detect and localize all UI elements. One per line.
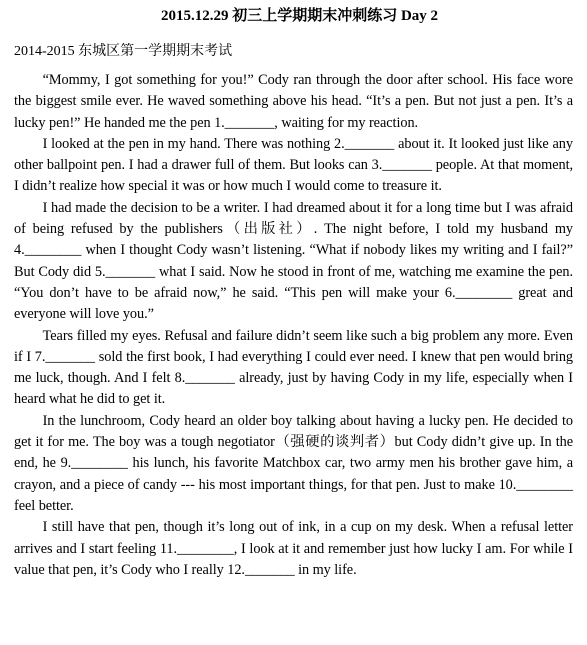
- paragraph-6: I still have that pen, though it’s long out of ink, in a cup on my desk. When a refusal letter arrives and I start feeling 11.________, I look at it and remember just how lucky I am. For while I value that pen, it’s Cody who I really 12._______ in my life.: [14, 519, 573, 578]
- cloze-passage: [14, 70, 573, 581]
- paragraph-4: Tears filled my eyes. Refusal and failure didn’t seem like such a big problem any more. Even if I 7._______ sold the first book, I had everything I could ever need. I knew that pen would bring me luck, though. And I felt 8._______ already, just by having Cody in my life, especially when I heard what he did to get it.: [14, 327, 573, 408]
- exam-source: 2014-2015 东城区第一学期期末考试: [14, 44, 233, 59]
- paragraph-5: In the lunchroom, Cody heard an older boy talking about having a lucky pen. He decided to get it for me. The boy was a tough negotiator（强硬的谈判者）but Cody didn’t give up. In the end, he 9.________ his lunch, his favorite Matchbox car, two army men his brother gave him, a crayon, and a piece of candy --- his most important things, for that pen. Just to make 10.________ feel better.: [14, 412, 573, 514]
- paragraph-3: I had made the decision to be a writer. I had dreamed about it for a long time but I was afraid of being refused by the publishers（出版社）. The night before, I told my husband my 4.________ when I thought Cody wasn’t listening. “What if nobody likes my writing and I fail?” But Cody did 5._______ what I said. Now he stood in front of me, watching me examine the pen. “You don’t have to be afraid now,” he said. “This pen will make your 6.________ great and everyone will love you.”: [14, 199, 573, 323]
- paragraph-1: “Mommy, I got something for you!” Cody ran through the door after school. His face wore the biggest smile ever. He waved something above his head. “It’s a pen. But not just a pen. It’s a lucky pen!” He handed me the pen 1._______, waiting for my reaction.: [14, 72, 573, 131]
- paragraph-2: I looked at the pen in my hand. There was nothing 2._______ about it. It looked just like any other ballpoint pen. I had a drawer full of them. But looks can 3._______ people. At that moment, I didn’t realize how special it was or how much I would come to treasure it.: [14, 135, 573, 195]
- worksheet-title: 2015.12.29 初三上学期期末冲刺练习 Day 2: [160, 8, 439, 24]
